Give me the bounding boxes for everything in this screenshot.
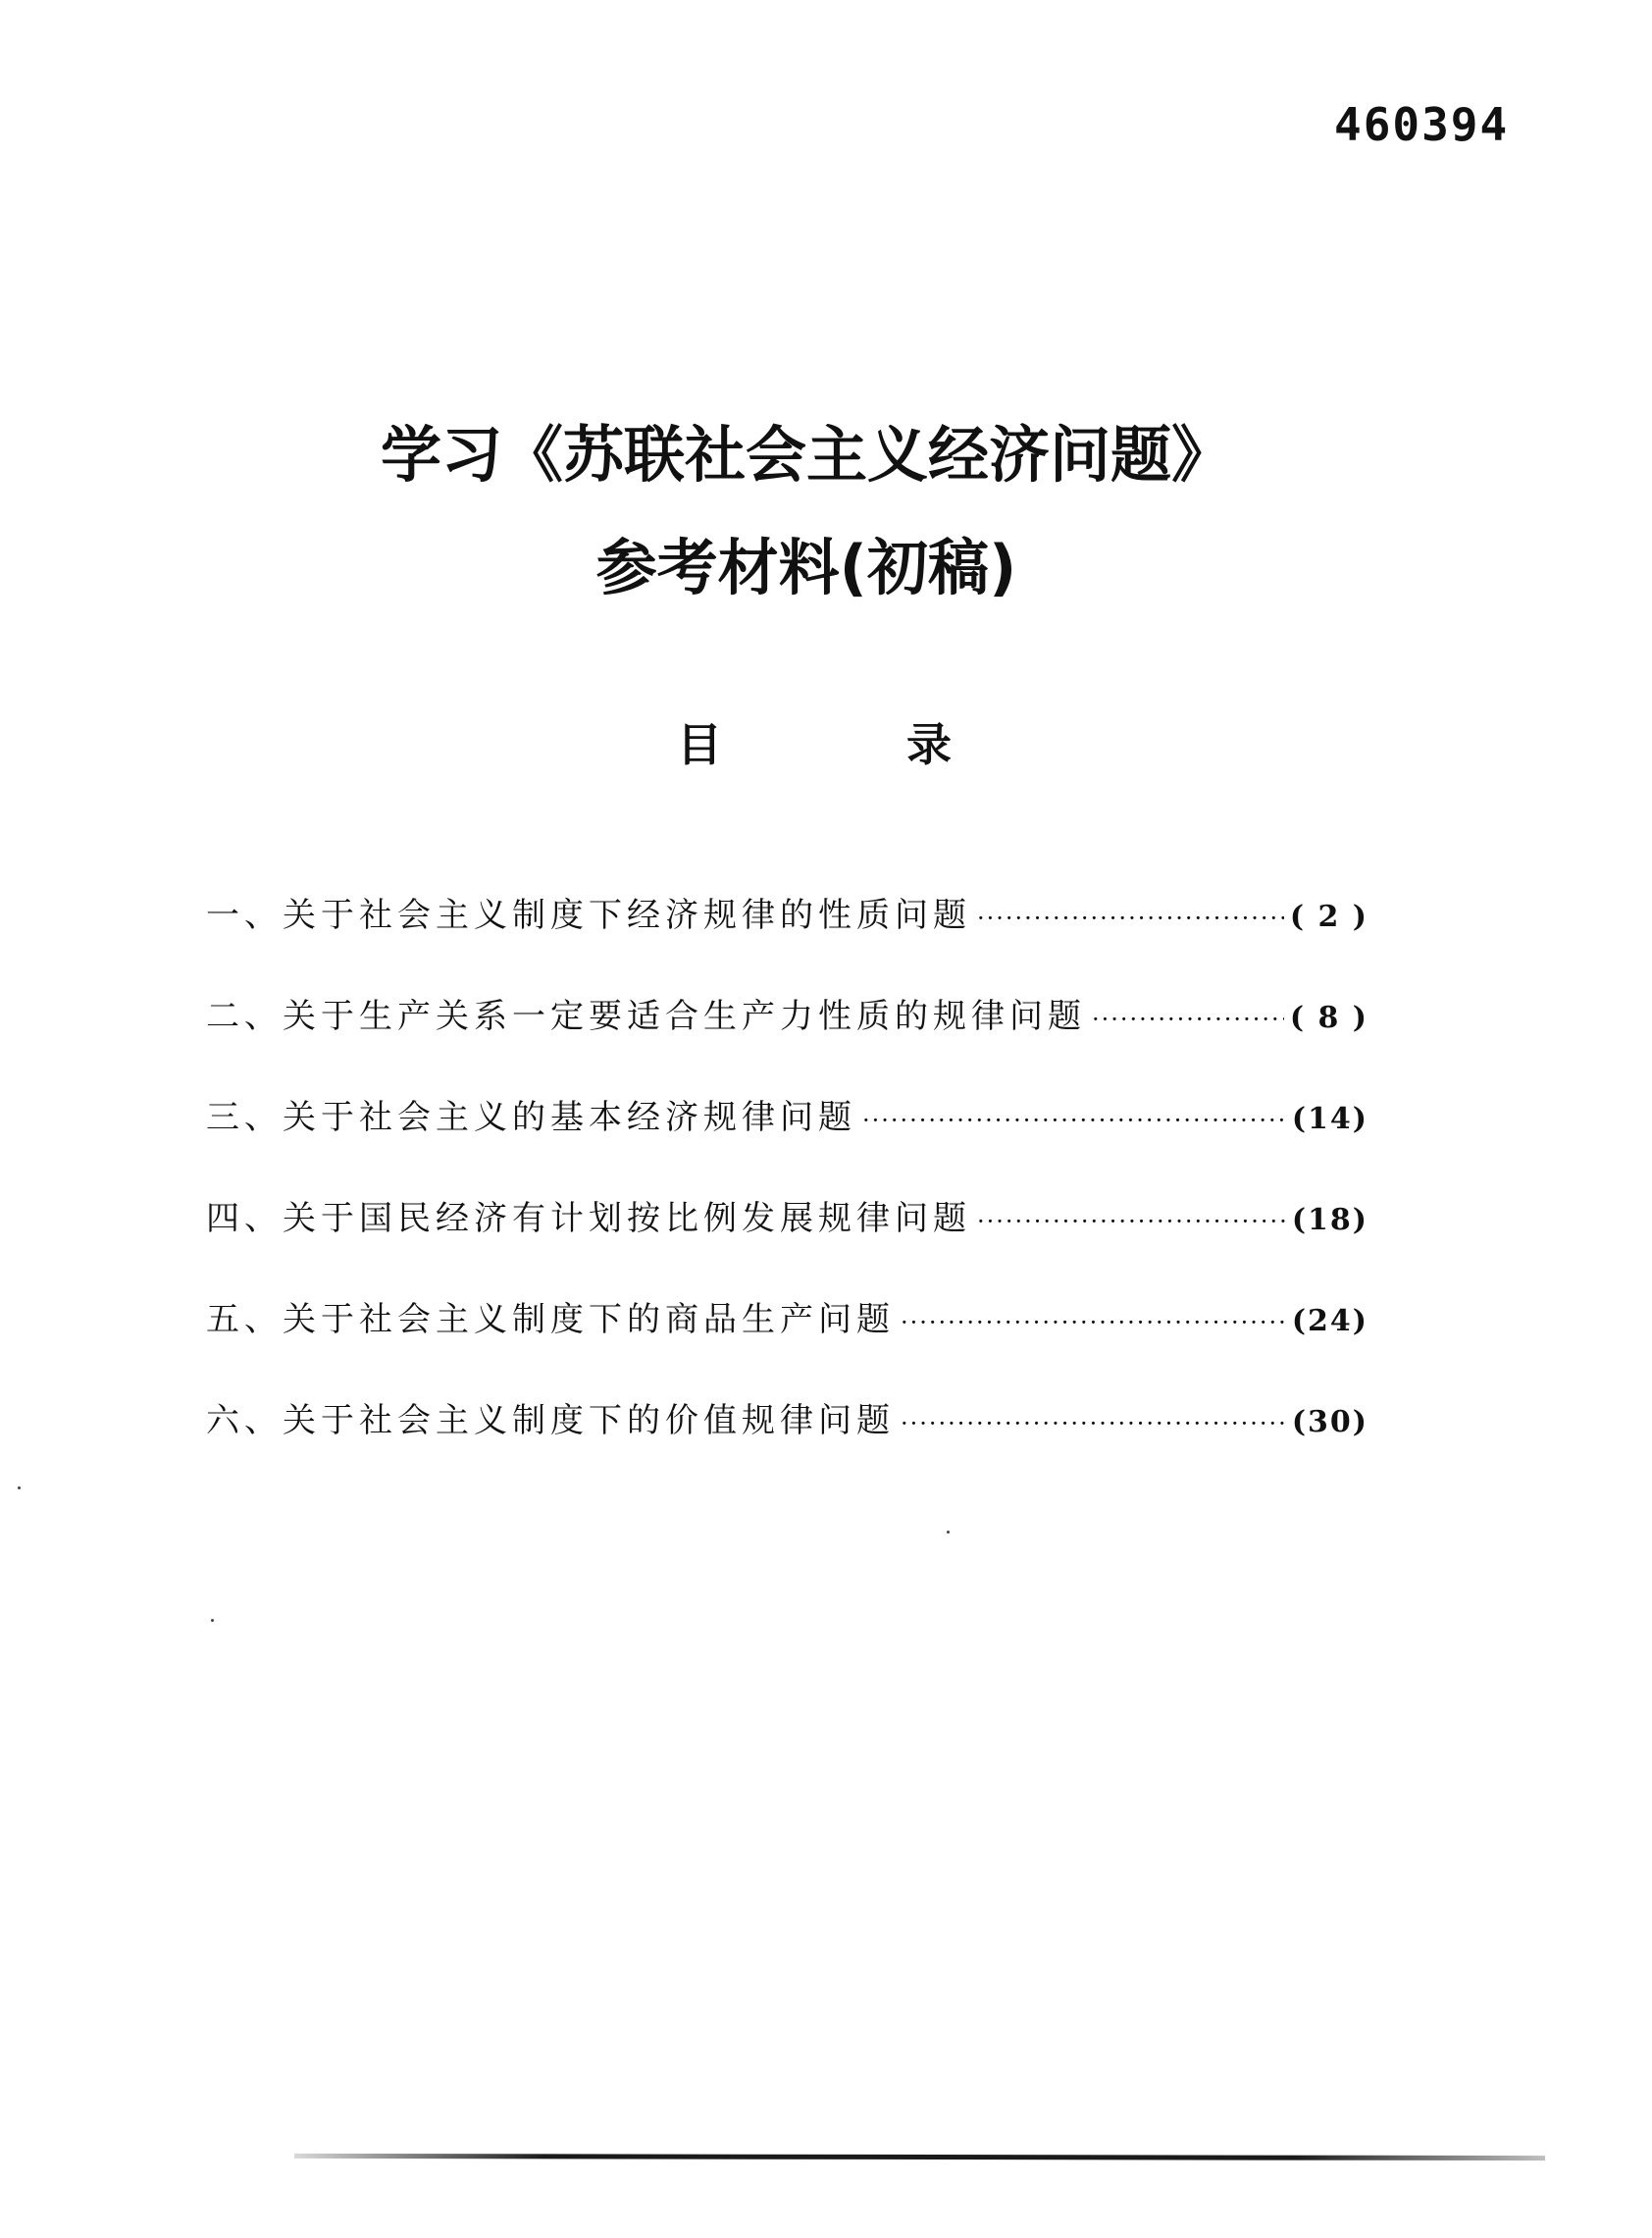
bottom-rule — [294, 2154, 1545, 2160]
toc-leader-dots — [977, 905, 1284, 932]
scan-speck — [211, 1619, 214, 1622]
toc-entry-title: 六、关于社会主义制度下的价值规律问题 — [206, 1401, 895, 1440]
toc-entry-4 — [206, 1191, 1368, 1292]
toc-heading — [677, 709, 952, 774]
toc-heading-left: 目 — [677, 718, 722, 771]
toc-leader-dots — [901, 1309, 1286, 1336]
table-of-contents — [206, 888, 1368, 1494]
document-title: 学习《苏联社会主义经济问题》 — [380, 419, 1232, 491]
toc-leader-dots — [977, 1208, 1286, 1235]
toc-entry-title: 二、关于生产关系一定要适合生产力性质的规律问题 — [206, 997, 1086, 1036]
toc-entry-page: (24) — [1291, 1304, 1368, 1338]
toc-entry-1 — [206, 888, 1368, 989]
toc-entry-page: (14) — [1291, 1102, 1368, 1136]
toc-entry-title: 四、关于国民经济有计划按比例发展规律问题 — [206, 1199, 971, 1238]
toc-entry-page: (18) — [1291, 1203, 1368, 1237]
toc-entry-title: 一、关于社会主义制度下经济规律的性质问题 — [206, 896, 971, 935]
toc-entry-page: (30) — [1291, 1405, 1368, 1439]
toc-leader-dots — [901, 1410, 1286, 1437]
toc-leader-dots — [1092, 1006, 1284, 1033]
scan-speck — [18, 1486, 21, 1489]
toc-leader-dots — [862, 1107, 1286, 1134]
document-number: 460394 — [1334, 98, 1510, 151]
toc-entry-page: ( 2 ) — [1289, 900, 1368, 934]
toc-entry-page: ( 8 ) — [1289, 1001, 1368, 1035]
toc-entry-2 — [206, 989, 1368, 1090]
document-subtitle: 参考材料(初稿) — [595, 532, 1017, 603]
toc-entry-6 — [206, 1393, 1368, 1494]
toc-entry-3 — [206, 1090, 1368, 1191]
scan-speck — [947, 1531, 950, 1534]
toc-entry-5 — [206, 1292, 1368, 1393]
toc-heading-right: 录 — [906, 718, 952, 771]
toc-entry-title: 五、关于社会主义制度下的商品生产问题 — [206, 1300, 895, 1339]
toc-entry-title: 三、关于社会主义的基本经济规律问题 — [206, 1098, 856, 1137]
